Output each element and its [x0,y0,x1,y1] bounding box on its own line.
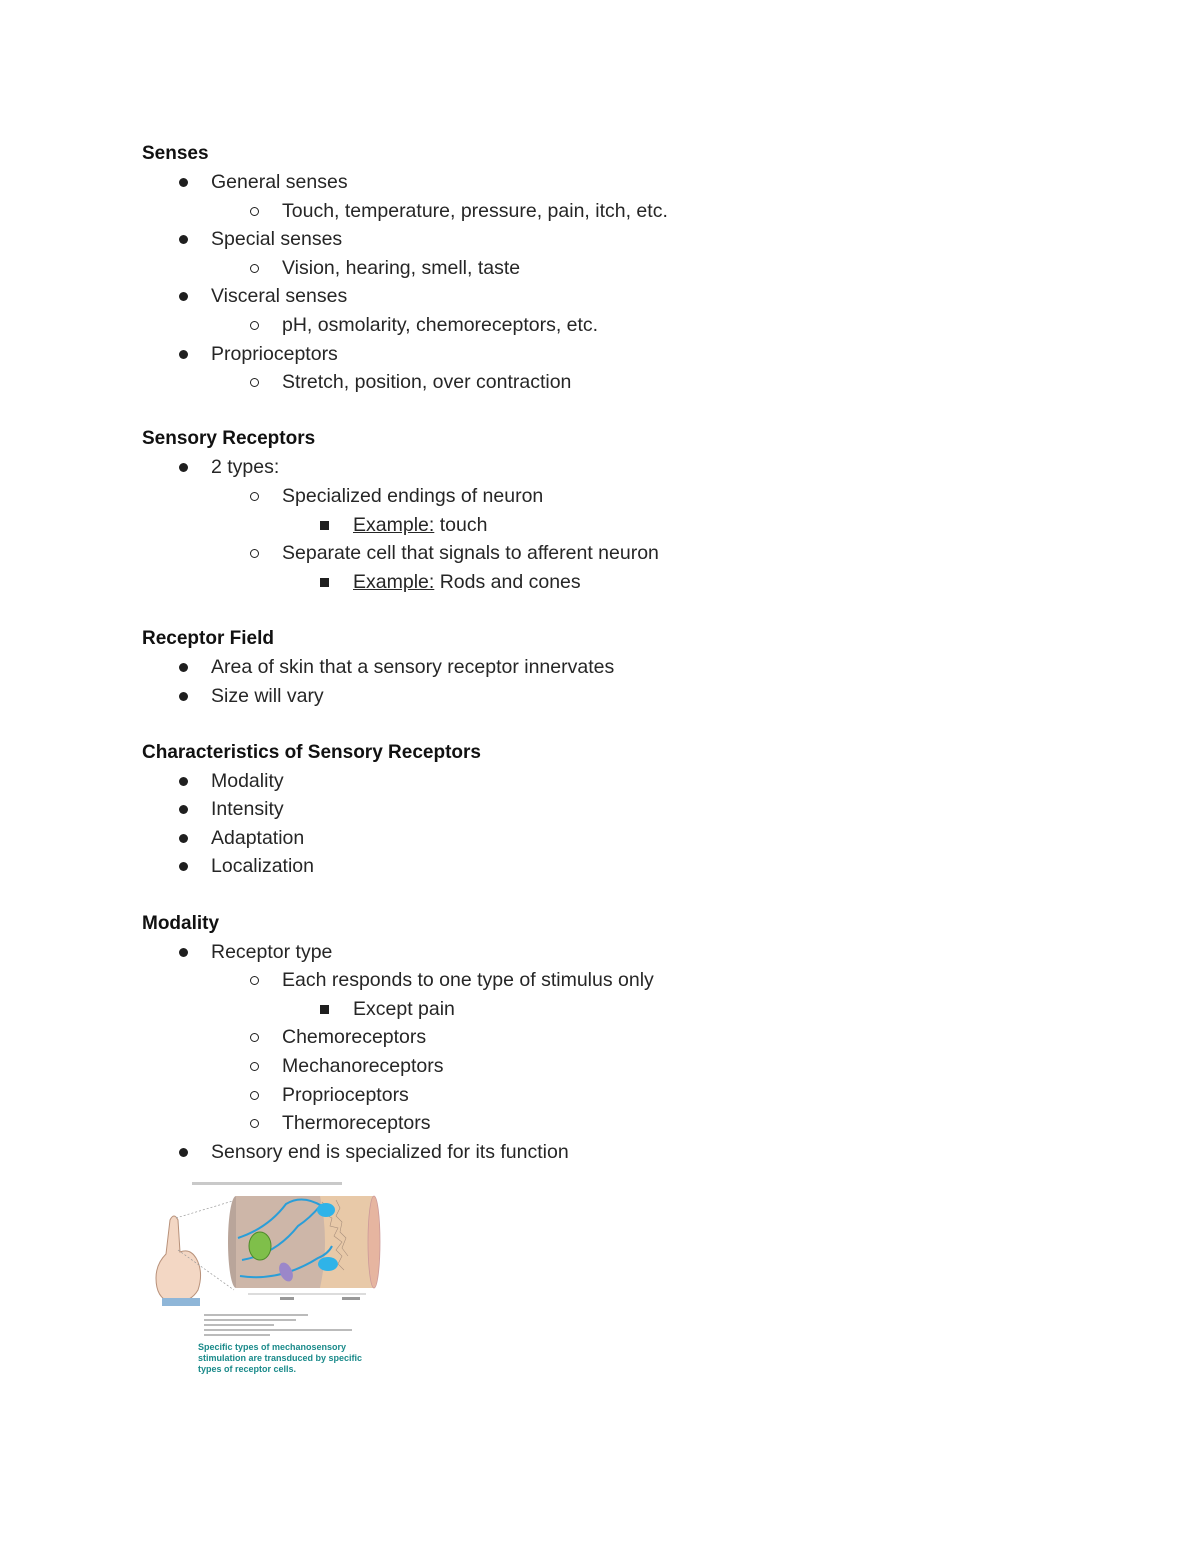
section-heading: Modality [142,912,220,934]
list-item: Special senses [142,225,1142,254]
list-item: Proprioceptors [142,340,1142,369]
list-item: General senses [142,168,1142,197]
list-item: Receptor type [142,938,1142,967]
bullet-disc-icon [179,692,188,701]
bullet-disc-icon [179,235,188,244]
bullet-disc-icon [179,862,188,871]
bullet-disc-icon [179,463,188,472]
bullet-disc-icon [179,777,188,786]
bullet-circle-icon [250,976,259,985]
list-item: Specialized endings of neuron [142,482,1142,511]
bullet-square-icon [320,1005,329,1014]
bullet-disc-icon [179,350,188,359]
bullet-disc-icon [179,834,188,843]
section-heading: Characteristics of Sensory Receptors [142,741,481,763]
bullet-disc-icon [179,948,188,957]
bullet-disc-icon [179,1148,188,1157]
list-item: 2 types: [142,453,1142,482]
list-item: Except pain [142,995,1142,1024]
section-heading: Senses [142,143,209,164]
bullet-circle-icon [250,207,259,216]
bullet-circle-icon [250,1119,259,1128]
bullet-circle-icon [250,492,259,501]
list-item: Area of skin that a sensory receptor innervates [142,653,1142,682]
bullet-circle-icon [250,1033,259,1042]
list-item: Vision, hearing, smell, taste [142,254,1142,283]
list-item: Separate cell that signals to afferent neuron [142,539,1142,568]
list-item: Stretch, position, over contraction [142,368,1142,397]
mechanoreceptor-figure [152,1180,384,1380]
list-item: Each responds to one type of stimulus only [142,966,1142,995]
list-item: Intensity [142,795,1142,824]
bullet-circle-icon [250,1091,259,1100]
bullet-circle-icon [250,378,259,387]
document-body [142,140,1142,1166]
list-item: Thermoreceptors [142,1109,1142,1138]
list-item: Sensory end is specialized for its function [142,1138,1142,1167]
list-item: Size will vary [142,682,1142,711]
bullet-square-icon [320,578,329,587]
list-item: Adaptation [142,824,1142,853]
section-heading: Sensory Receptors [142,428,316,450]
list-item: Chemoreceptors [142,1023,1142,1052]
bullet-disc-icon [179,178,188,187]
list-item: Localization [142,852,1142,881]
list-item: pH, osmolarity, chemoreceptors, etc. [142,311,1142,340]
bullet-disc-icon [179,292,188,301]
bullet-disc-icon [179,663,188,672]
list-item: Modality [142,767,1142,796]
bullet-circle-icon [250,321,259,330]
example-label: Example: [353,513,435,536]
list-item: Proprioceptors [142,1081,1142,1110]
bullet-square-icon [320,521,329,530]
list-item: Example: Rods and cones [142,568,1142,597]
bullet-circle-icon [250,549,259,558]
bullet-circle-icon [250,264,259,273]
bullet-disc-icon [179,805,188,814]
list-item: Mechanoreceptors [142,1052,1142,1081]
bullet-circle-icon [250,1062,259,1071]
section-heading: Receptor Field [142,627,274,649]
pacinian-corpuscle-icon [249,1232,271,1260]
example-label: Example: [353,570,435,593]
list-item: Example: touch [142,511,1142,540]
list-item: Visceral senses [142,282,1142,311]
figure-caption: Specific types of mechanosensory stimulation are transduced by specific types of receptor cells. [198,1342,363,1374]
list-item: Touch, temperature, pressure, pain, itch, etc. [142,197,1142,226]
